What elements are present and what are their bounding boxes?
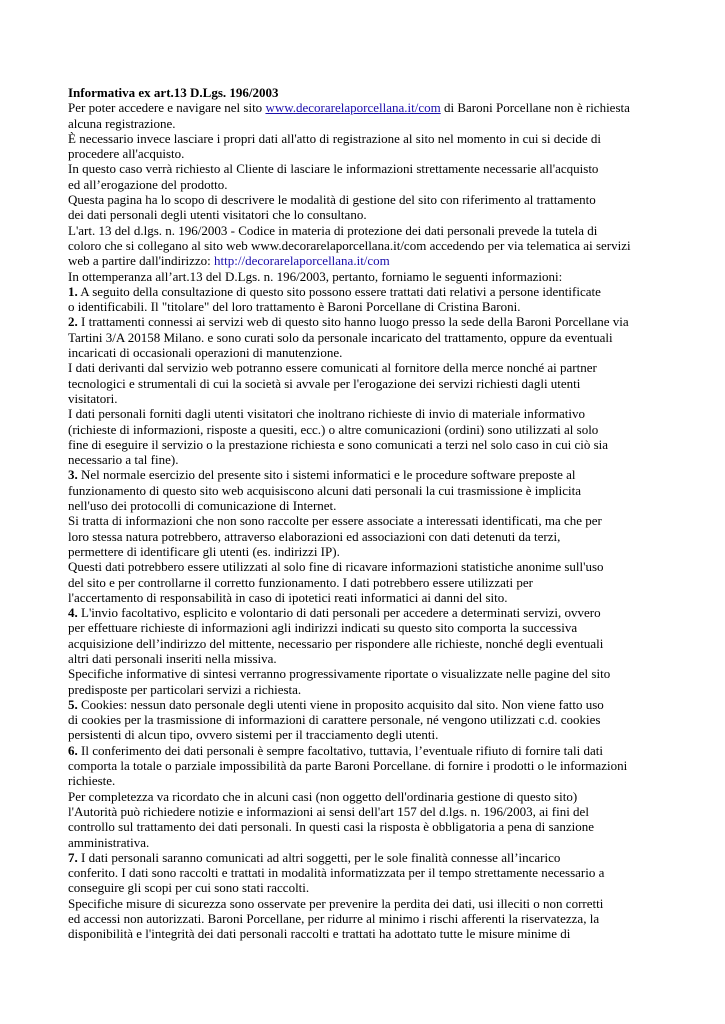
- text: I dati personali saranno comunicati ad altri soggetti, per le sole finalità connesse all’incarico: [77, 849, 561, 865]
- text: A seguito della consultazione di questo sito possono essere trattati dati relativi a persone identificate: [77, 283, 601, 299]
- paragraph-line: [68, 284, 658, 299]
- paragraph-line: coloro che si collegano al sito web www.decorarelaporcellana.it/com accedendo per via telematica ai servizi: [68, 237, 631, 253]
- paragraph-line: [68, 314, 658, 329]
- paragraph-line: In ottemperanza all’art.13 del D.Lgs. n. 196/2003, pertanto, forniamo le seguenti informazioni:: [68, 268, 563, 284]
- paragraph-line: [68, 100, 658, 115]
- section-number: 3.: [68, 467, 78, 483]
- paragraph-line: amministrativa.: [68, 834, 150, 850]
- text: web a partire dall'indirizzo:: [68, 253, 215, 269]
- paragraph-line: necessario a tal fine).: [68, 452, 179, 468]
- privacy-document: [68, 85, 658, 942]
- paragraph-line: controllo sul trattamento dei dati personali. In questi casi la risposta è obbligatoria a pena di sanzione: [68, 819, 594, 835]
- paragraph-line: [68, 850, 658, 865]
- paragraph-line: persistenti di alcun tipo, ovvero sistemi per il tracciamento degli utenti.: [68, 727, 439, 743]
- text: L'invio facoltativo, esplicito e volontario di dati personali per accedere a determinati servizi, ovvero: [77, 605, 601, 621]
- section-number: 1.: [68, 283, 78, 299]
- paragraph-line: [68, 605, 658, 620]
- paragraph-line: conseguire gli scopi per cui sono stati raccolti.: [68, 880, 310, 896]
- section-number: 2.: [68, 314, 78, 330]
- paragraph-line: procedere all'acquisto.: [68, 146, 185, 162]
- document-title: Informativa ex art.13 D.Lgs. 196/2003: [68, 85, 279, 100]
- text: Il conferimento dei dati personali è sempre facoltativo, tuttavia, l’eventuale rifiuto di fornire tali dati: [77, 742, 603, 758]
- paragraph-line: loro stessa natura potrebbero, attraverso elaborazioni ed associazioni con dati detenuti da terzi,: [68, 528, 561, 544]
- paragraph-line: tecnologici e strumentali di cui la società si avvale per l'erogazione dei servizi richiesti dagli utenti: [68, 375, 581, 391]
- paragraph-line: ed all’erogazione del prodotto.: [68, 176, 228, 192]
- site-link[interactable]: www.decorarelaporcellana.it/com: [265, 100, 441, 116]
- paragraph-line: dei dati personali degli utenti visitatori che lo consultano.: [68, 207, 367, 223]
- paragraph-line: È necessario invece lasciare i propri dati all'atto di registrazione al sito nel momento in cui si decide di: [68, 130, 601, 146]
- text: Per poter accedere e navigare nel sito: [68, 100, 266, 116]
- paragraph-line: predisposte per particolari servizi a richiesta.: [68, 681, 302, 697]
- paragraph-line: del sito e per controllarne il corretto funzionamento. I dati potrebbero essere utilizzati per: [68, 574, 533, 590]
- text: Nel normale esercizio del presente sito i sistemi informatici e le procedure software preposte al: [77, 467, 576, 483]
- section-number: 6.: [68, 742, 78, 758]
- paragraph-line: per effettuare richieste di informazioni agli indirizzi indicati su questo sito comporta la successiva: [68, 620, 578, 636]
- paragraph-line: comporta la totale o parziale impossibilità da parte Baroni Porcellane. di fornire i prodotti o le informazioni: [68, 758, 628, 774]
- paragraph-line: Specifiche informative di sintesi verranno progressivamente riportate o visualizzate nelle pagine del sito: [68, 666, 611, 682]
- paragraph-line: di cookies per la trasmissione di informazioni di carattere personale, né vengono utilizzati c.d. cookies: [68, 712, 601, 728]
- text: I trattamenti connessi ai servizi web di questo sito hanno luogo presso la sede della Baroni Porcellane via: [77, 314, 629, 330]
- paragraph-line: funzionamento di questo sito web acquisiscono alcuni dati personali la cui trasmissione è implicita: [68, 482, 582, 498]
- paragraph-line: permettere di identificare gli utenti (es. indirizzi IP).: [68, 543, 340, 559]
- paragraph-line: Per completezza va ricordato che in alcuni casi (non oggetto dell'ordinaria gestione di questo sito): [68, 788, 578, 804]
- paragraph-line: altri dati personali inseriti nella missiva.: [68, 650, 277, 666]
- paragraph-line: Tartini 3/A 20158 Milano. e sono curati solo da personale incaricato del trattamento, oppure da eventuali: [68, 329, 613, 345]
- section-number: 5.: [68, 696, 78, 712]
- paragraph-line: o identificabili. Il "titolare" del loro trattamento è Baroni Porcellane di Cristina Baroni.: [68, 299, 521, 315]
- paragraph-line: visitatori.: [68, 390, 118, 406]
- paragraph-line: Specifiche misure di sicurezza sono osservate per prevenire la perdita dei dati, usi illeciti o non corretti: [68, 895, 604, 911]
- paragraph-line: conferito. I dati sono raccolti e trattati in modalità informatizzata per il tempo strettamente necessario a: [68, 865, 605, 881]
- paragraph-line: L'art. 13 del d.lgs. n. 196/2003 - Codice in materia di protezione dei dati personali prevede la tutela di: [68, 222, 598, 238]
- paragraph-line: l'Autorità può richiedere notizie e informazioni ai sensi dell'art 157 del d.lgs. n. 196/2003, ai fini del: [68, 803, 589, 819]
- paragraph-line: alcuna registrazione.: [68, 115, 176, 131]
- paragraph-line: incaricati di occasionali operazioni di manutenzione.: [68, 345, 343, 361]
- paragraph-line: l'accertamento di responsabilità in caso di ipotetici reati informatici ai danni del sito.: [68, 589, 508, 605]
- text: di Baroni Porcellane non è richiesta: [440, 100, 630, 116]
- paragraph-line: Si tratta di informazioni che non sono raccolte per essere associate a interessati identificati, ma che per: [68, 513, 602, 529]
- paragraph-line: [68, 743, 658, 758]
- address-link[interactable]: http://decorarelaporcellana.it/com: [214, 253, 390, 269]
- paragraph-line: Questa pagina ha lo scopo di descrivere le modalità di gestione del sito con riferimento al trattamento: [68, 192, 596, 208]
- paragraph-line: ed accessi non autorizzati. Baroni Porcellane, per ridurre al minimo i rischi afferenti la riservatezza, la: [68, 911, 600, 927]
- paragraph-line: I dati derivanti dal servizio web potranno essere comunicati al fornitore della merce nonché ai partner: [68, 360, 597, 376]
- paragraph-line: I dati personali forniti dagli utenti visitatori che inoltrano richieste di invio di materiale informativo: [68, 406, 585, 422]
- text: Cookies: nessun dato personale degli utenti viene in proposito acquisito dal sito. Non viene fatto uso: [77, 696, 604, 712]
- paragraph-line: disponibilità e l'integrità dei dati personali raccolti e trattati ha adottato tutte le misure minime di: [68, 926, 571, 942]
- paragraph-line: Questi dati potrebbero essere utilizzati al solo fine di ricavare informazioni statistiche anonime sull'uso: [68, 559, 604, 575]
- section-number: 4.: [68, 605, 78, 621]
- paragraph-line: [68, 253, 658, 268]
- paragraph-line: (richieste di informazioni, risposte a quesiti, ecc.) o altre comunicazioni (ordini) sono utilizzati al solo: [68, 421, 599, 437]
- paragraph-line: In questo caso verrà richiesto al Cliente di lasciare le informazioni strettamente necessarie all'acquisto: [68, 161, 599, 177]
- paragraph-line: acquisizione dell’indirizzo del mittente, necessario per rispondere alle richieste, nonché degli eventuali: [68, 635, 604, 651]
- paragraph-line: nell'uso dei protocolli di comunicazione di Internet.: [68, 498, 337, 514]
- paragraph-line: richieste.: [68, 773, 116, 789]
- paragraph-line: [68, 697, 658, 712]
- paragraph-line: [68, 467, 658, 482]
- section-number: 7.: [68, 849, 78, 865]
- paragraph-line: fine di eseguire il servizio o la prestazione richiesta e sono comunicati a terzi nel solo caso in cui ciò sia: [68, 436, 609, 452]
